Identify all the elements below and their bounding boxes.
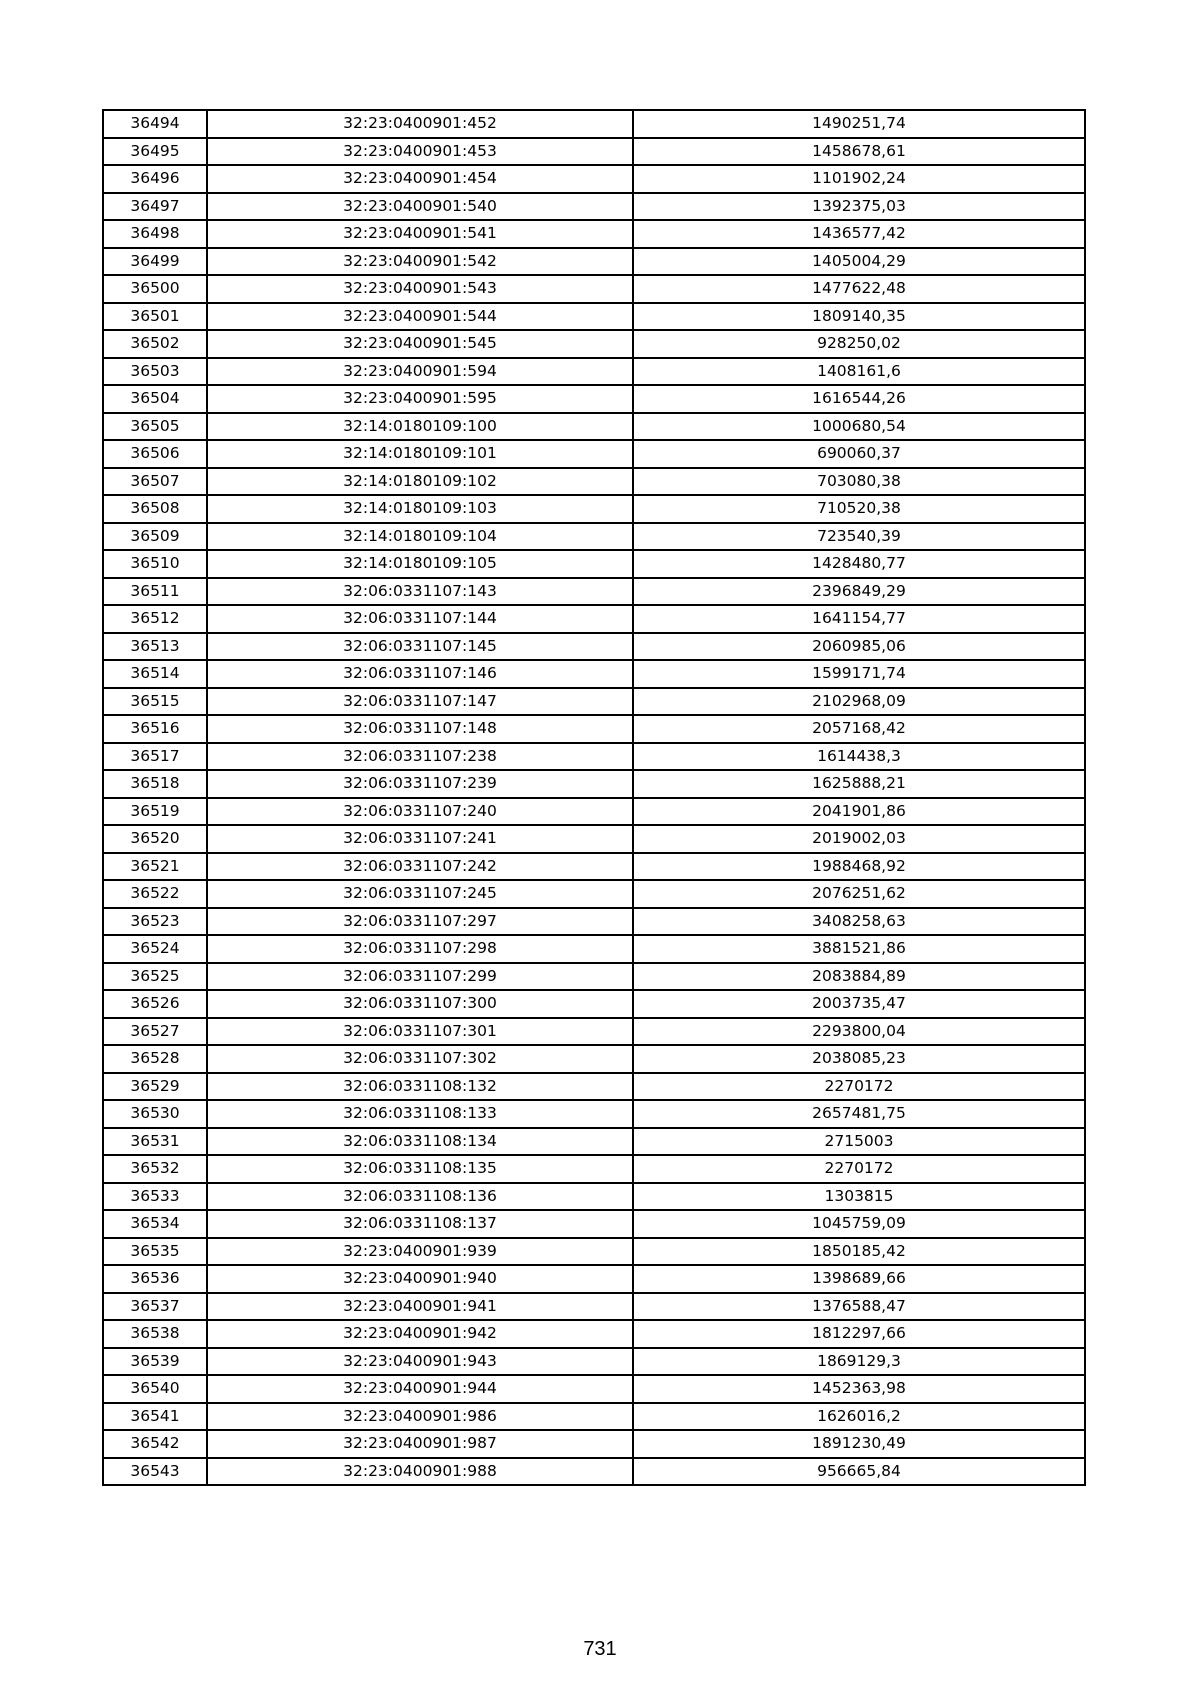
table-row — [103, 138, 1085, 166]
row-number-cell: 36518 — [103, 770, 207, 798]
cadastral-number-cell: 32:06:0331107:240 — [207, 798, 633, 826]
row-number-cell: 36503 — [103, 358, 207, 386]
value-cell: 1988468,92 — [633, 853, 1085, 881]
cadastral-number-cell: 32:06:0331108:133 — [207, 1100, 633, 1128]
row-number-cell: 36499 — [103, 248, 207, 276]
row-number-cell: 36507 — [103, 468, 207, 496]
cadastral-number-cell: 32:23:0400901:544 — [207, 303, 633, 331]
value-cell: 1452363,98 — [633, 1375, 1085, 1403]
table-row — [103, 110, 1085, 138]
row-number-cell: 36504 — [103, 385, 207, 413]
cadastral-number-cell: 32:06:0331107:245 — [207, 880, 633, 908]
row-number-cell: 36501 — [103, 303, 207, 331]
cadastral-number-cell: 32:23:0400901:540 — [207, 193, 633, 221]
cadastral-number-cell: 32:06:0331107:297 — [207, 908, 633, 936]
cadastral-number-cell: 32:14:0180109:105 — [207, 550, 633, 578]
table-row — [103, 1183, 1085, 1211]
value-cell: 1405004,29 — [633, 248, 1085, 276]
row-number-cell: 36495 — [103, 138, 207, 166]
table-row — [103, 1265, 1085, 1293]
table-row — [103, 715, 1085, 743]
value-cell: 1812297,66 — [633, 1320, 1085, 1348]
cadastral-number-cell: 32:06:0331108:134 — [207, 1128, 633, 1156]
value-cell: 1616544,26 — [633, 385, 1085, 413]
value-cell: 2396849,29 — [633, 578, 1085, 606]
table-row — [103, 1348, 1085, 1376]
value-cell: 2076251,62 — [633, 880, 1085, 908]
row-number-cell: 36534 — [103, 1210, 207, 1238]
value-cell: 2657481,75 — [633, 1100, 1085, 1128]
row-number-cell: 36533 — [103, 1183, 207, 1211]
page-number: 731 — [583, 1638, 617, 1660]
row-number-cell: 36502 — [103, 330, 207, 358]
row-number-cell: 36505 — [103, 413, 207, 441]
table-row — [103, 908, 1085, 936]
table-row — [103, 1403, 1085, 1431]
cadastral-number-cell: 32:23:0400901:452 — [207, 110, 633, 138]
table-row — [103, 935, 1085, 963]
cadastral-number-cell: 32:06:0331107:300 — [207, 990, 633, 1018]
row-number-cell: 36511 — [103, 578, 207, 606]
cadastral-number-cell: 32:06:0331108:136 — [207, 1183, 633, 1211]
cadastral-number-cell: 32:06:0331107:241 — [207, 825, 633, 853]
table-row — [103, 1458, 1085, 1486]
table-row — [103, 275, 1085, 303]
cadastral-number-cell: 32:14:0180109:101 — [207, 440, 633, 468]
value-cell: 1625888,21 — [633, 770, 1085, 798]
cadastral-number-cell: 32:14:0180109:100 — [207, 413, 633, 441]
value-cell: 1869129,3 — [633, 1348, 1085, 1376]
table-row — [103, 1018, 1085, 1046]
value-cell: 928250,02 — [633, 330, 1085, 358]
table-row — [103, 1238, 1085, 1266]
row-number-cell: 36537 — [103, 1293, 207, 1321]
table-row — [103, 633, 1085, 661]
table-row — [103, 605, 1085, 633]
value-cell: 2038085,23 — [633, 1045, 1085, 1073]
data-table — [102, 109, 1086, 1486]
row-number-cell: 36530 — [103, 1100, 207, 1128]
table-row — [103, 220, 1085, 248]
value-cell: 1398689,66 — [633, 1265, 1085, 1293]
value-cell: 2041901,86 — [633, 798, 1085, 826]
table-row — [103, 385, 1085, 413]
value-cell: 1490251,74 — [633, 110, 1085, 138]
cadastral-number-cell: 32:06:0331108:137 — [207, 1210, 633, 1238]
table-row — [103, 330, 1085, 358]
row-number-cell: 36531 — [103, 1128, 207, 1156]
cadastral-number-cell: 32:06:0331107:144 — [207, 605, 633, 633]
table-row — [103, 770, 1085, 798]
table-row — [103, 880, 1085, 908]
table-row — [103, 578, 1085, 606]
row-number-cell: 36539 — [103, 1348, 207, 1376]
value-cell: 2060985,06 — [633, 633, 1085, 661]
cadastral-number-cell: 32:06:0331108:132 — [207, 1073, 633, 1101]
cadastral-number-cell: 32:06:0331107:146 — [207, 660, 633, 688]
table-row — [103, 1155, 1085, 1183]
value-cell: 1809140,35 — [633, 303, 1085, 331]
cadastral-number-cell: 32:23:0400901:987 — [207, 1430, 633, 1458]
value-cell: 1428480,77 — [633, 550, 1085, 578]
table-row — [103, 523, 1085, 551]
table-row — [103, 798, 1085, 826]
cadastral-number-cell: 32:14:0180109:102 — [207, 468, 633, 496]
row-number-cell: 36509 — [103, 523, 207, 551]
value-cell: 1641154,77 — [633, 605, 1085, 633]
value-cell: 2270172 — [633, 1155, 1085, 1183]
row-number-cell: 36517 — [103, 743, 207, 771]
value-cell: 2057168,42 — [633, 715, 1085, 743]
cadastral-number-cell: 32:14:0180109:103 — [207, 495, 633, 523]
table-row — [103, 413, 1085, 441]
row-number-cell: 36516 — [103, 715, 207, 743]
value-cell: 1626016,2 — [633, 1403, 1085, 1431]
row-number-cell: 36542 — [103, 1430, 207, 1458]
value-cell: 1000680,54 — [633, 413, 1085, 441]
row-number-cell: 36529 — [103, 1073, 207, 1101]
table-row — [103, 358, 1085, 386]
row-number-cell: 36538 — [103, 1320, 207, 1348]
row-number-cell: 36524 — [103, 935, 207, 963]
row-number-cell: 36506 — [103, 440, 207, 468]
cadastral-number-cell: 32:23:0400901:988 — [207, 1458, 633, 1486]
value-cell: 2003735,47 — [633, 990, 1085, 1018]
value-cell: 2715003 — [633, 1128, 1085, 1156]
table-row — [103, 990, 1085, 1018]
table-row — [103, 165, 1085, 193]
value-cell: 3881521,86 — [633, 935, 1085, 963]
cadastral-number-cell: 32:23:0400901:454 — [207, 165, 633, 193]
value-cell: 690060,37 — [633, 440, 1085, 468]
row-number-cell: 36528 — [103, 1045, 207, 1073]
row-number-cell: 36527 — [103, 1018, 207, 1046]
row-number-cell: 36520 — [103, 825, 207, 853]
row-number-cell: 36540 — [103, 1375, 207, 1403]
row-number-cell: 36521 — [103, 853, 207, 881]
value-cell: 1599171,74 — [633, 660, 1085, 688]
cadastral-number-cell: 32:06:0331107:147 — [207, 688, 633, 716]
table-row — [103, 1375, 1085, 1403]
table-row — [103, 495, 1085, 523]
cadastral-number-cell: 32:23:0400901:939 — [207, 1238, 633, 1266]
table-row — [103, 440, 1085, 468]
table-row — [103, 688, 1085, 716]
row-number-cell: 36522 — [103, 880, 207, 908]
row-number-cell: 36496 — [103, 165, 207, 193]
row-number-cell: 36515 — [103, 688, 207, 716]
table-row — [103, 963, 1085, 991]
row-number-cell: 36543 — [103, 1458, 207, 1486]
cadastral-number-cell: 32:06:0331108:135 — [207, 1155, 633, 1183]
value-cell: 1392375,03 — [633, 193, 1085, 221]
cadastral-number-cell: 32:23:0400901:943 — [207, 1348, 633, 1376]
cadastral-number-cell: 32:23:0400901:940 — [207, 1265, 633, 1293]
table-row — [103, 303, 1085, 331]
row-number-cell: 36541 — [103, 1403, 207, 1431]
table-row — [103, 1128, 1085, 1156]
row-number-cell: 36500 — [103, 275, 207, 303]
table-row — [103, 1210, 1085, 1238]
cadastral-number-cell: 32:06:0331107:148 — [207, 715, 633, 743]
row-number-cell: 36513 — [103, 633, 207, 661]
cadastral-number-cell: 32:06:0331107:302 — [207, 1045, 633, 1073]
row-number-cell: 36535 — [103, 1238, 207, 1266]
row-number-cell: 36523 — [103, 908, 207, 936]
table-body — [103, 110, 1085, 1485]
value-cell: 1614438,3 — [633, 743, 1085, 771]
table-row — [103, 248, 1085, 276]
value-cell: 2293800,04 — [633, 1018, 1085, 1046]
table-row — [103, 853, 1085, 881]
cadastral-number-cell: 32:23:0400901:543 — [207, 275, 633, 303]
value-cell: 703080,38 — [633, 468, 1085, 496]
table-row — [103, 1045, 1085, 1073]
cadastral-number-cell: 32:23:0400901:545 — [207, 330, 633, 358]
row-number-cell: 36498 — [103, 220, 207, 248]
value-cell: 1303815 — [633, 1183, 1085, 1211]
row-number-cell: 36497 — [103, 193, 207, 221]
value-cell: 1101902,24 — [633, 165, 1085, 193]
value-cell: 1477622,48 — [633, 275, 1085, 303]
value-cell: 2270172 — [633, 1073, 1085, 1101]
row-number-cell: 36525 — [103, 963, 207, 991]
table-row — [103, 743, 1085, 771]
table-row — [103, 1073, 1085, 1101]
value-cell: 1376588,47 — [633, 1293, 1085, 1321]
value-cell: 3408258,63 — [633, 908, 1085, 936]
cadastral-number-cell: 32:23:0400901:944 — [207, 1375, 633, 1403]
table-row — [103, 660, 1085, 688]
cadastral-number-cell: 32:23:0400901:941 — [207, 1293, 633, 1321]
cadastral-number-cell: 32:23:0400901:542 — [207, 248, 633, 276]
value-cell: 1458678,61 — [633, 138, 1085, 166]
row-number-cell: 36519 — [103, 798, 207, 826]
table-row — [103, 550, 1085, 578]
cadastral-number-cell: 32:23:0400901:541 — [207, 220, 633, 248]
value-cell: 2102968,09 — [633, 688, 1085, 716]
row-number-cell: 36512 — [103, 605, 207, 633]
row-number-cell: 36532 — [103, 1155, 207, 1183]
value-cell: 1891230,49 — [633, 1430, 1085, 1458]
value-cell: 1408161,6 — [633, 358, 1085, 386]
row-number-cell: 36494 — [103, 110, 207, 138]
cadastral-number-cell: 32:06:0331107:143 — [207, 578, 633, 606]
table-row — [103, 1430, 1085, 1458]
cadastral-number-cell: 32:23:0400901:986 — [207, 1403, 633, 1431]
cadastral-number-cell: 32:06:0331107:299 — [207, 963, 633, 991]
cadastral-number-cell: 32:23:0400901:594 — [207, 358, 633, 386]
cadastral-number-cell: 32:06:0331107:238 — [207, 743, 633, 771]
value-cell: 2019002,03 — [633, 825, 1085, 853]
cadastral-number-cell: 32:14:0180109:104 — [207, 523, 633, 551]
row-number-cell: 36510 — [103, 550, 207, 578]
table-row — [103, 468, 1085, 496]
cadastral-number-cell: 32:06:0331107:239 — [207, 770, 633, 798]
row-number-cell: 36508 — [103, 495, 207, 523]
row-number-cell: 36526 — [103, 990, 207, 1018]
value-cell: 2083884,89 — [633, 963, 1085, 991]
value-cell: 723540,39 — [633, 523, 1085, 551]
value-cell: 710520,38 — [633, 495, 1085, 523]
cadastral-number-cell: 32:23:0400901:595 — [207, 385, 633, 413]
table-row — [103, 1320, 1085, 1348]
cadastral-number-cell: 32:06:0331107:298 — [207, 935, 633, 963]
value-cell: 956665,84 — [633, 1458, 1085, 1486]
cadastral-number-cell: 32:06:0331107:242 — [207, 853, 633, 881]
cadastral-number-cell: 32:23:0400901:942 — [207, 1320, 633, 1348]
row-number-cell: 36536 — [103, 1265, 207, 1293]
cadastral-number-cell: 32:06:0331107:301 — [207, 1018, 633, 1046]
table-row — [103, 1293, 1085, 1321]
value-cell: 1045759,09 — [633, 1210, 1085, 1238]
table-row — [103, 825, 1085, 853]
row-number-cell: 36514 — [103, 660, 207, 688]
value-cell: 1850185,42 — [633, 1238, 1085, 1266]
table-row — [103, 1100, 1085, 1128]
cadastral-number-cell: 32:23:0400901:453 — [207, 138, 633, 166]
cadastral-number-cell: 32:06:0331107:145 — [207, 633, 633, 661]
value-cell: 1436577,42 — [633, 220, 1085, 248]
table-row — [103, 193, 1085, 221]
